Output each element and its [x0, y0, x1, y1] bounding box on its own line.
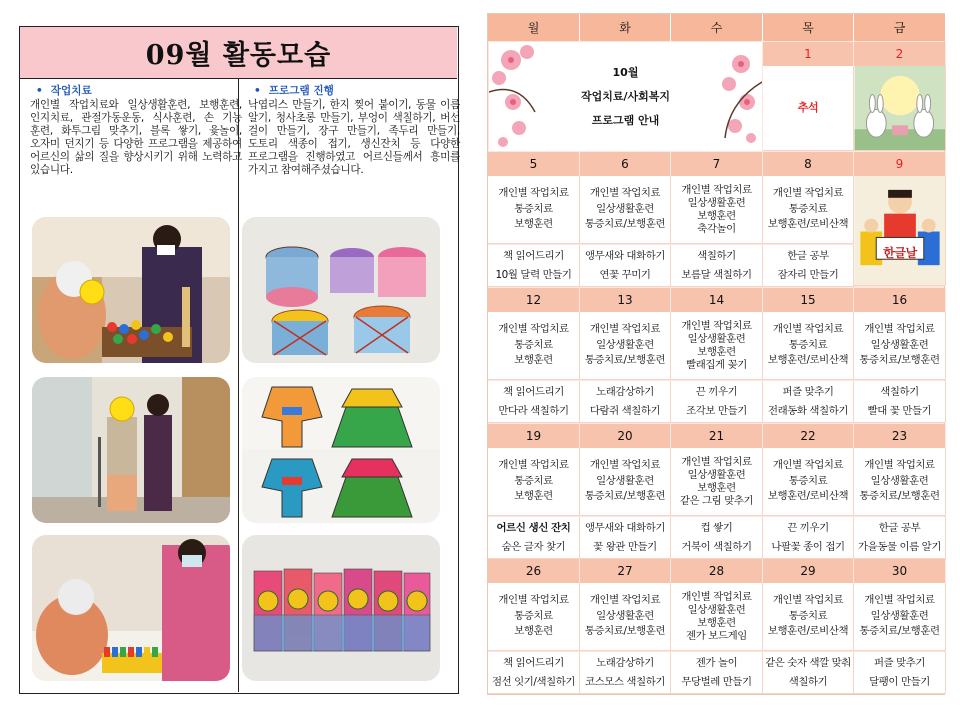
intro-subtitle: 프로그램 안내	[591, 113, 660, 127]
day-number-19: 19	[488, 424, 580, 448]
day-number-5: 5	[488, 152, 580, 176]
program-line: 잠자리 만들기	[777, 268, 839, 281]
program-heading	[248, 85, 460, 98]
program-line: 노래감상하기	[596, 656, 654, 669]
program-line: 빨대 꽃 만들기	[867, 404, 932, 417]
day-number-13: 13	[580, 288, 671, 312]
page-title: 09월 활동모습	[145, 40, 332, 71]
program-line: 퍼즐 맞추기	[873, 656, 926, 669]
photo-block-activity	[32, 535, 230, 681]
day-number-26: 26	[488, 559, 580, 583]
therapy-line: 개인별 작업치료	[498, 594, 569, 607]
therapy-line: 개인별 작업치료	[772, 459, 844, 472]
program-heading-text: 프로그램 진행	[268, 85, 334, 97]
therapy-line: 개인별 작업치료	[681, 590, 752, 603]
therapy-line: 개인별 작업치료	[589, 594, 661, 607]
day-header-tue: 화	[580, 14, 671, 41]
therapy-line: 통증치료/보행훈련	[584, 625, 666, 638]
program-line: 한글 공부	[878, 521, 921, 534]
program-line: 끈 끼우기	[787, 521, 829, 534]
program-line: 앵무새와 대화하기	[584, 521, 665, 534]
therapy-cell-23	[854, 448, 946, 516]
therapy-line: 개인별 작업치료	[498, 459, 569, 472]
therapy-line: 보행훈련	[514, 218, 553, 231]
october-calendar	[487, 13, 945, 695]
therapy-cell-19	[488, 448, 580, 516]
therapy-cell-22	[763, 448, 854, 516]
program-line: 조각보 만들기	[686, 404, 747, 417]
therapy-line: 개인별 작업치료	[589, 459, 661, 472]
therapy-line: 일상생활훈련	[687, 332, 746, 345]
photo-lantern-craft	[242, 535, 440, 681]
program-line: 끈 끼우기	[695, 385, 738, 398]
therapy-line: 통증치료/보행훈련	[584, 490, 666, 503]
page-title-bar	[20, 27, 457, 79]
day-number-16: 16	[854, 288, 946, 312]
program-line: 색칠하기	[697, 249, 736, 262]
therapy-cell-7	[671, 176, 763, 244]
therapy-cell-8	[763, 176, 854, 244]
therapy-line: 통증치료/보행훈련	[859, 625, 940, 638]
therapy-cell-6	[580, 176, 671, 244]
therapy-cell-12	[488, 312, 580, 380]
program-line: 연꽃 꾸미기	[599, 268, 651, 281]
therapy-line: 보행훈련/로비산책	[767, 625, 849, 638]
day-number-30: 30	[854, 559, 946, 583]
pegboard-therapy-image	[32, 217, 230, 363]
therapy-line: 보행훈련	[697, 481, 736, 494]
therapy-cell-5	[488, 176, 580, 244]
therapy-line: 통증치료	[788, 609, 828, 622]
program-cell-15	[763, 381, 854, 423]
occupational-therapy-section	[30, 85, 242, 177]
therapy-line: 일상생활훈련	[596, 202, 654, 215]
therapy-line: 통증치료/보행훈련	[584, 354, 666, 367]
therapy-line: 통증치료/보행훈련	[859, 354, 940, 367]
program-line: 점선 잇기/색칠하기	[491, 675, 576, 688]
walking-training-image	[32, 377, 230, 523]
therapy-line: 보행훈련	[697, 209, 736, 222]
ot-heading-text: 작업치료	[50, 85, 92, 97]
ot-heading	[30, 85, 242, 98]
therapy-line: 개인별 작업치료	[864, 594, 935, 607]
day-number-6: 6	[580, 152, 671, 176]
program-cell-26	[488, 652, 580, 694]
therapy-line: 보행훈련	[514, 354, 553, 367]
day-number-22: 22	[763, 424, 854, 448]
program-line: 거북이 색칠하기	[681, 540, 752, 553]
rabbit-moon-illustration	[854, 66, 946, 150]
program-line: 책 읽어드리기	[503, 385, 564, 398]
therapy-line: 개인별 작업치료	[589, 187, 661, 200]
day-header-fri: 금	[854, 14, 946, 41]
program-line: 같은 숫자 색깔 맞춰	[765, 656, 851, 669]
chuseok-illustration-cell	[854, 66, 946, 151]
photo-janggu-craft	[242, 217, 440, 363]
therapy-line: 보행훈련	[514, 490, 553, 503]
therapy-line: 개인별 작업치료	[772, 187, 844, 200]
day-number-7: 7	[671, 152, 763, 176]
therapy-line: 통증치료/보행훈련	[584, 218, 666, 231]
photo-walking-training	[32, 377, 230, 523]
day-number-12: 12	[488, 288, 580, 312]
program-cell-23	[854, 517, 946, 559]
therapy-line: 통증치료	[788, 338, 828, 351]
therapy-line: 일상생활훈련	[596, 609, 654, 622]
program-line: 퍼즐 맞추기	[782, 385, 834, 398]
program-cell-14	[671, 381, 763, 423]
hangul-day-illustration	[854, 176, 946, 285]
day-header-mon: 월	[488, 14, 580, 41]
therapy-line: 일상생활훈련	[870, 338, 929, 351]
therapy-line: 같은 그림 맞추기	[679, 494, 754, 507]
program-line: 앵무새와 대화하기	[584, 249, 665, 262]
therapy-line: 보행훈련/로비산책	[767, 354, 849, 367]
day-number-2: 2	[854, 42, 946, 66]
therapy-line: 일상생활훈련	[870, 474, 929, 487]
therapy-line: 개인별 작업치료	[498, 323, 569, 336]
program-line: 다람쥐 색칠하기	[589, 404, 661, 417]
program-line: 만다라 색칠하기	[498, 404, 569, 417]
hanbok-coloring-image	[242, 377, 440, 523]
therapy-line: 일상생활훈련	[870, 609, 929, 622]
block-activity-image	[32, 535, 230, 681]
program-line: 젠가 놀이	[695, 656, 738, 669]
therapy-line: 보행훈련/로비산책	[767, 218, 849, 231]
therapy-line: 일상생활훈련	[596, 474, 654, 487]
therapy-cell-30	[854, 583, 946, 651]
activity-panel	[19, 26, 459, 694]
therapy-cell-20	[580, 448, 671, 516]
therapy-line: 개인별 작업치료	[498, 187, 569, 200]
program-line: 가을동물 이름 알기	[858, 540, 941, 553]
therapy-line: 일상생활훈련	[687, 603, 746, 616]
photo-pegboard-therapy	[32, 217, 230, 363]
therapy-line: 통증치료	[514, 338, 553, 351]
day-number-27: 27	[580, 559, 671, 583]
program-body: 낙엽리스 만들기, 한지 찢어 붙이기, 동물 이름 알기, 청사초롱 만들기, 부엉이 색칠하기, 버선 걸이 만들기, 장구 만들기, 족두리 만들기, 도토리 색종이 접기, 생신잔치 등 다양한 프로그램을 진행하였고 어르신들께서 흥미를 가지고 참여해주셨습니다.	[248, 99, 460, 176]
therapy-line: 개인별 작업치료	[864, 459, 935, 472]
program-line: 10월 달력 만들기	[495, 268, 572, 281]
therapy-line: 젠가 보드게임	[686, 629, 747, 642]
program-cell-13	[580, 381, 671, 423]
day-number-8: 8	[763, 152, 854, 176]
program-line: 어르신 생신 잔치	[496, 521, 571, 534]
therapy-cell-13	[580, 312, 671, 380]
hangul-day-illustration-cell	[854, 176, 946, 286]
therapy-line: 빨래집게 꽂기	[686, 358, 747, 371]
program-line: 책 읽어드리기	[503, 249, 564, 262]
program-line: 컵 쌓기	[700, 521, 733, 534]
ot-bullet: •	[36, 85, 43, 97]
therapy-cell-16	[854, 312, 946, 380]
hangul-day-label: 한글날	[883, 246, 917, 260]
ot-body: 개인별 작업치료와 일상생활훈련, 보행훈련, 인지치료, 관절가동운동, 식사훈련, 손 기능 훈련, 화투그림 맞추기, 블록 쌓기, 윷놀이, 오자미 던지기 등 다양한 프로그램을 제공하여 어르신의 삶의 질을 향상시키기 위해 노력하고 있습니다.	[30, 99, 242, 176]
therapy-line: 통증치료/보행훈련	[859, 490, 940, 503]
program-cell-21	[671, 517, 763, 559]
program-line: 보름달 색칠하기	[681, 268, 752, 281]
program-line: 숨은 글자 찾기	[501, 540, 566, 553]
therapy-cell-27	[580, 583, 671, 651]
program-cell-8	[763, 245, 854, 287]
therapy-line: 보행훈련	[697, 345, 736, 358]
therapy-line: 개인별 작업치료	[772, 323, 844, 336]
therapy-line: 일상생활훈련	[687, 468, 746, 481]
therapy-line: 통증치료	[788, 202, 828, 215]
therapy-cell-29	[763, 583, 854, 651]
therapy-line: 보행훈련	[514, 625, 553, 638]
therapy-line: 개인별 작업치료	[681, 319, 752, 332]
day-number-15: 15	[763, 288, 854, 312]
therapy-line: 개인별 작업치료	[589, 323, 661, 336]
therapy-line: 일상생활훈련	[596, 338, 654, 351]
day-header-thu: 목	[763, 14, 854, 41]
day-number-23: 23	[854, 424, 946, 448]
chuseok-cell	[763, 66, 854, 151]
program-line: 무당벌레 만들기	[681, 675, 752, 688]
program-cell-16	[854, 381, 946, 423]
therapy-cell-26	[488, 583, 580, 651]
program-cell-6	[580, 245, 671, 287]
therapy-cell-14	[671, 312, 763, 380]
therapy-line: 통증치료	[514, 609, 553, 622]
program-line: 한글 공부	[787, 249, 829, 262]
program-cell-27	[580, 652, 671, 694]
program-cell-29	[763, 652, 854, 694]
therapy-line: 개인별 작업치료	[864, 323, 935, 336]
program-line: 코스모스 색칠하기	[584, 675, 665, 688]
program-cell-30	[854, 652, 946, 694]
program-line: 나팔꽃 종이 접기	[771, 540, 845, 553]
therapy-cell-21	[671, 448, 763, 516]
janggu-craft-image	[242, 217, 440, 363]
therapy-line: 일상생활훈련	[687, 196, 746, 209]
day-number-1: 1	[763, 42, 854, 66]
day-number-29: 29	[763, 559, 854, 583]
intro-month: 10월	[612, 65, 639, 79]
program-cell-7	[671, 245, 763, 287]
therapy-line: 축각놀이	[697, 222, 736, 235]
intro-text	[489, 42, 762, 151]
program-cell-22	[763, 517, 854, 559]
therapy-line: 개인별 작업치료	[681, 455, 752, 468]
program-line: 달팽이 만들기	[869, 675, 930, 688]
therapy-line: 통증치료	[514, 474, 553, 487]
program-section	[248, 85, 460, 177]
program-cell-12	[488, 381, 580, 423]
therapy-cell-15	[763, 312, 854, 380]
program-bullet: •	[254, 85, 261, 97]
lantern-craft-image	[242, 535, 440, 681]
program-cell-19	[488, 517, 580, 559]
program-line: 꽃 왕관 만들기	[593, 540, 657, 553]
program-line: 책 읽어드리기	[503, 656, 564, 669]
therapy-line: 개인별 작업치료	[772, 594, 844, 607]
program-line: 전래동화 색칠하기	[767, 404, 848, 417]
program-cell-20	[580, 517, 671, 559]
therapy-line: 보행훈련	[697, 616, 736, 629]
intro-cell	[489, 42, 762, 151]
day-number-21: 21	[671, 424, 763, 448]
program-line: 노래감상하기	[596, 385, 654, 398]
therapy-line: 통증치료	[514, 202, 553, 215]
chuseok-label: 추석	[797, 101, 819, 115]
therapy-line: 통증치료	[788, 474, 828, 487]
program-cell-28	[671, 652, 763, 694]
day-number-9: 9	[854, 152, 946, 176]
day-number-28: 28	[671, 559, 763, 583]
therapy-cell-28	[671, 583, 763, 651]
intro-title: 작업치료/사회복지	[580, 89, 671, 103]
day-number-20: 20	[580, 424, 671, 448]
program-line: 색칠하기	[788, 675, 828, 688]
therapy-line: 보행훈련/로비산책	[767, 490, 849, 503]
program-line: 색칠하기	[880, 385, 919, 398]
therapy-line: 개인별 작업치료	[681, 183, 752, 196]
day-header-wed: 수	[671, 14, 763, 41]
photo-hanbok-coloring	[242, 377, 440, 523]
program-cell-5	[488, 245, 580, 287]
day-number-14: 14	[671, 288, 763, 312]
